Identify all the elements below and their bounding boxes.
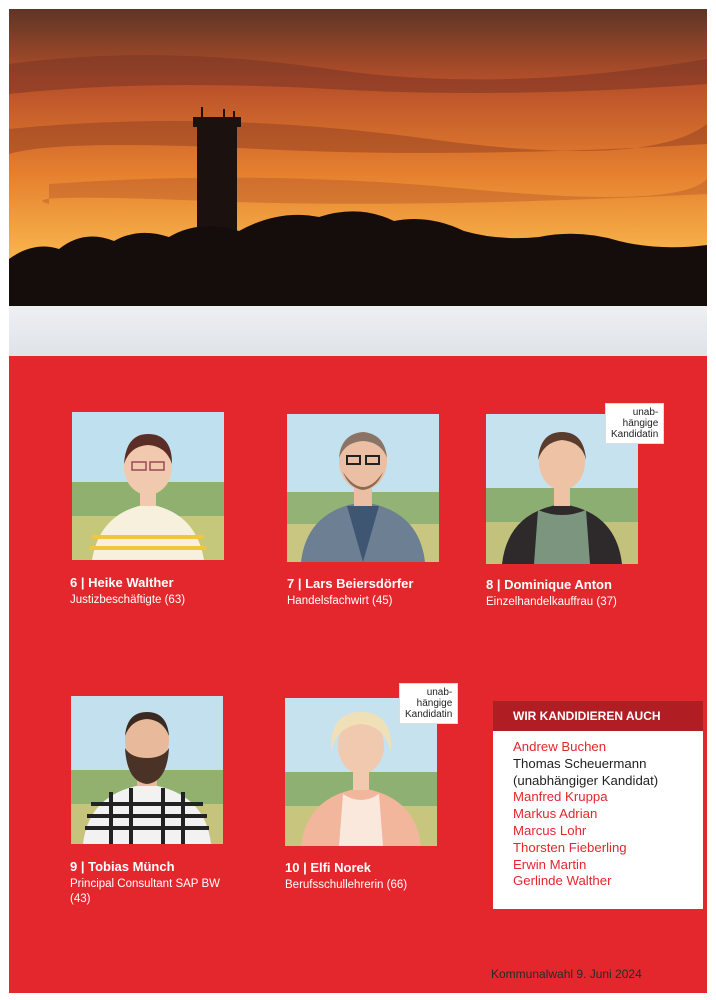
candidate-name-8: 8 | Dominique Anton <box>486 577 612 592</box>
candidate-role-9: Principal Consultant SAP BW (43) <box>70 878 220 905</box>
candidate-name-6: 6 | Heike Walther <box>70 575 174 590</box>
also-running-heading: WIR KANDIDIEREN AUCH <box>493 701 703 731</box>
badge-line: Kandidatin <box>611 429 659 440</box>
candidate-name-7: 7 | Lars Beiersdörfer <box>287 576 414 591</box>
also-running-name: Gerlinde Walther <box>513 873 612 889</box>
also-running-list <box>493 731 703 909</box>
candidate-role-8: Einzelhandelkauffrau (37) <box>486 596 617 608</box>
also-running-name: Marcus Lohr <box>513 822 587 838</box>
flyer-page <box>9 9 707 993</box>
also-running-name: (unabhängiger Kandidat) <box>513 772 659 788</box>
badge-line: unab- <box>426 687 453 698</box>
also-running-name: Manfred Kruppa <box>513 789 608 805</box>
candidate-name-9: 9 | Tobias Münch <box>70 859 175 874</box>
candidate-role-6: Justizbeschäftigte (63) <box>70 594 186 606</box>
sunset-photo <box>9 9 707 306</box>
also-running-name: Andrew Buchen <box>513 739 607 754</box>
candidate-name-10: 10 | Elfi Norek <box>285 860 372 875</box>
candidate-photo-7 <box>287 414 439 562</box>
badge-line: Kandidatin <box>405 709 453 720</box>
badge-line: hängige <box>416 698 453 709</box>
badge-line: unab- <box>632 407 659 418</box>
also-running-name: Thorsten Fieberling <box>513 839 627 855</box>
candidate-role-10: Berufsschullehrerin (66) <box>285 879 408 891</box>
badge-line: hängige <box>622 418 659 429</box>
candidate-photo-9 <box>71 696 223 844</box>
footer-election-date: Kommunalwahl 9. Juni 2024 <box>491 967 642 981</box>
independent-badge-8 <box>605 403 664 444</box>
candidate-role-7: Handelsfachwirt (45) <box>287 595 393 607</box>
also-running-name: Thomas Scheuermann <box>513 755 647 771</box>
independent-badge-10 <box>399 683 458 724</box>
gray-band <box>9 306 707 356</box>
also-running-name: Markus Adrian <box>513 806 598 822</box>
candidate-photo-6 <box>72 412 224 560</box>
also-running-name: Erwin Martin <box>513 856 587 872</box>
